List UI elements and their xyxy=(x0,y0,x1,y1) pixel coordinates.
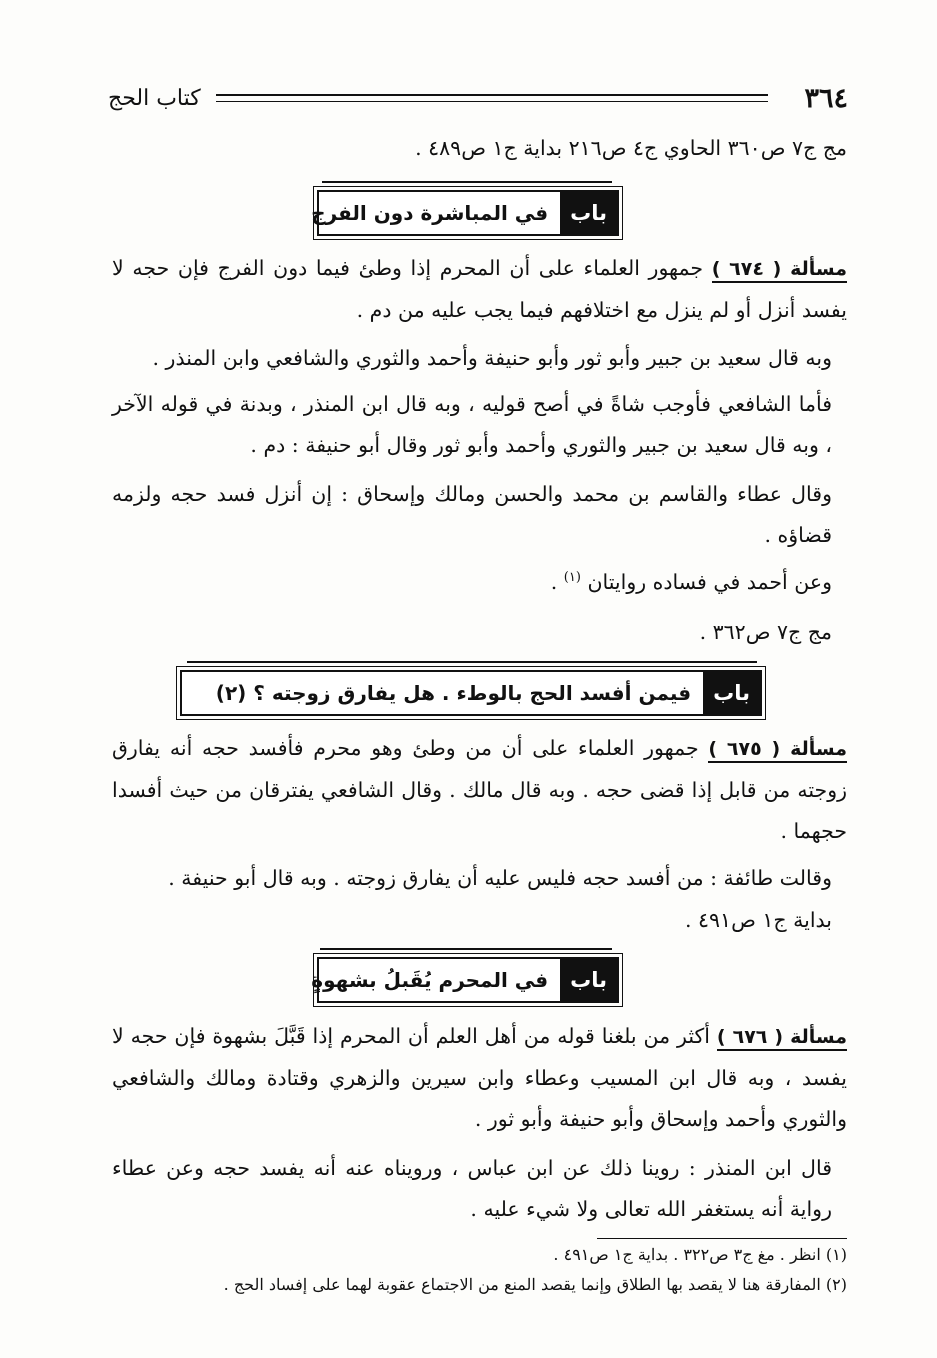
footnote-separator xyxy=(597,1238,847,1239)
book-title: كتاب الحج xyxy=(108,86,201,111)
page-header xyxy=(108,82,848,116)
chapter-title: في المباشرة دون الفرج xyxy=(311,201,549,225)
footnote: (٢) المفارقة هنا لا يقصد بها الطلاق وإنما يقصد المنع من الاجتماع عقوبة لهما على إفساد الحج . xyxy=(223,1275,847,1294)
chapter-top-rule xyxy=(187,661,757,663)
paragraph xyxy=(112,562,832,606)
paragraph: فأما الشافعي فأوجب شاةً في أصح قوليه ، وبه قال ابن المنذر ، وبدنة في قوله الآخر ، وبه قال سعيد بن جبير والثوري وأحمد وأبو ثور وقال أبو حنيفة : دم . xyxy=(112,392,832,457)
chapter-top-rule xyxy=(322,181,612,183)
chapter-heading xyxy=(311,190,619,236)
issue-text: أكثر من بلغنا قوله من أهل العلم أن المحرم إذا قَبَّلَ بشهوة فإن حجه لا يفسد ، وبه قال ابن المسيب وعطاء وابن سيرين والزهري وقتادة ومالك والشافعي والثوري وأحمد وإسحاق وأبو حنيفة وأبو ثور . xyxy=(112,1024,847,1131)
chapter-title: في المحرم يُقَبلُ بشهوةٍ xyxy=(311,968,549,992)
paragraph: قال ابن المنذر : روينا ذلك عن ابن عباس ، ورويناه عنه أنه يفسد حجه وعن عطاء رواية أنه يستغفر الله تعالى ولا شيء عليه . xyxy=(112,1156,832,1221)
issue-label: مسألة ( ٦٧٤ ) xyxy=(712,258,847,283)
paragraph-end: . xyxy=(550,570,564,594)
issue-paragraph xyxy=(112,728,847,852)
issue-paragraph xyxy=(112,248,847,331)
issue-label: مسألة ( ٦٧٦ ) xyxy=(717,1026,847,1051)
paragraph: وبه قال سعيد بن جبير وأبو ثور وأبو حنيفة وأحمد والثوري والشافعي وابن المنذر . xyxy=(152,346,832,370)
reference-line: مج ج٧ ص٣٦٢ . xyxy=(699,620,832,644)
chapter-tag: باب xyxy=(560,959,617,1001)
reference-line: مج ج٧ ص٣٦٠ الحاوي ج٤ ص٢١٦ بداية ج١ ص٤٨٩ . xyxy=(415,136,847,160)
chapter-heading xyxy=(311,957,619,1003)
footnote-ref: (١) xyxy=(563,570,581,585)
reference-line: بداية ج١ ص٤٩١ . xyxy=(684,908,832,932)
paragraph-text: وعن أحمد في فساده روايتان xyxy=(587,570,832,594)
issue-text: جمهور العلماء على أن المحرم إذا وطئ فيما دون الفرج فإن حجه لا يفسد أنزل أو لم ينزل مع اختلافهم فيما يجب عليه من دم . xyxy=(112,256,847,322)
footnote: (١) انظر . مغ ج٣ ص٣٢٢ . بداية ج١ ص٤٩١ . xyxy=(553,1245,847,1264)
header-rule xyxy=(216,94,768,102)
chapter-top-rule xyxy=(320,948,612,950)
issue-label: مسألة ( ٦٧٥ ) xyxy=(708,738,847,763)
paragraph: وقالت طائفة : من أفسد حجه فليس عليه أن يفارق زوجته . وبه قال أبو حنيفة . xyxy=(168,866,832,890)
page-number: ٣٦٤ xyxy=(804,83,848,114)
issue-paragraph xyxy=(112,1016,847,1140)
issue-text: جمهور العلماء على أن من وطئ وهو محرم فأفسد حجه أنه يفارق زوجته من قابل إذا قضى حجه . وبه قال مالك . وقال الشافعي يفترقان من حيث أفسدا حجهما . xyxy=(112,736,847,843)
chapter-tag: باب xyxy=(703,672,760,714)
chapter-heading xyxy=(180,670,762,716)
chapter-tag: باب xyxy=(560,192,617,234)
chapter-title: فيمن أفسد الحج بالوطء . هل يفارق زوجته ؟ (٢) xyxy=(215,681,692,705)
paragraph: وقال عطاء والقاسم بن محمد والحسن ومالك وإسحاق : إن أنزل فسد حجه ولزمه قضاؤه . xyxy=(112,482,832,547)
